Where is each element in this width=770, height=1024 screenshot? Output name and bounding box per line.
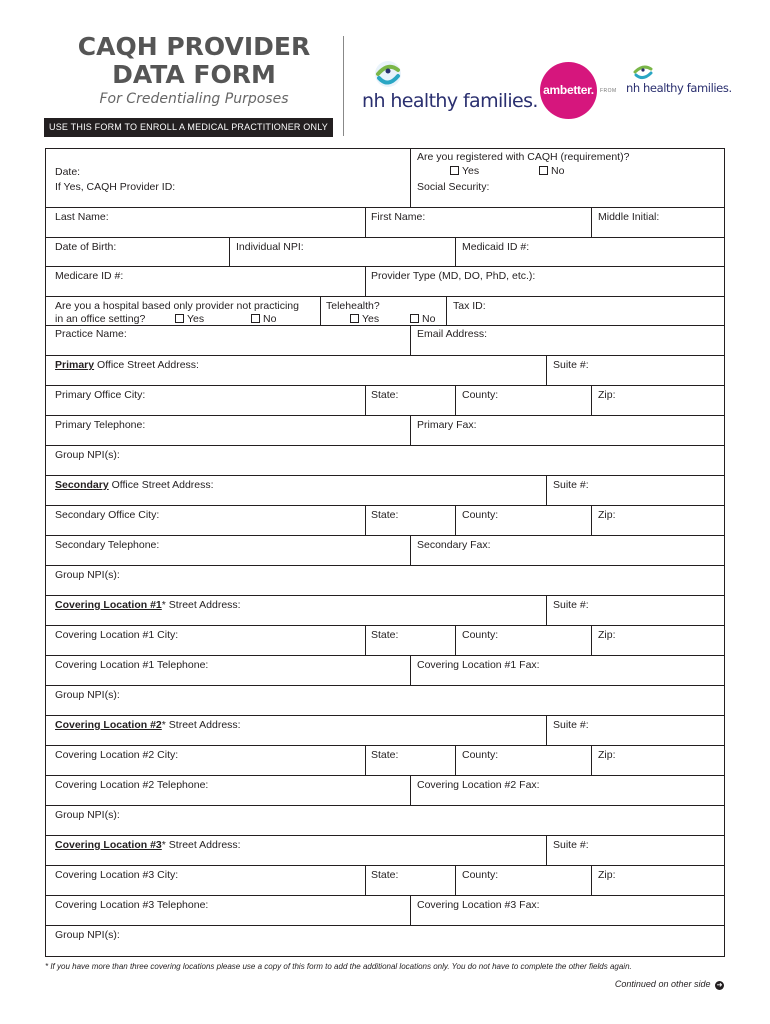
cov1-city-field[interactable]: Covering Location #1 City:	[55, 629, 179, 641]
primary-city-field[interactable]: Primary Office City:	[55, 389, 146, 401]
secondary-telephone-field[interactable]: Secondary Telephone:	[55, 539, 160, 551]
cov1-fax-field[interactable]: Covering Location #1 Fax:	[417, 659, 540, 671]
hospital-yes-option[interactable]	[175, 313, 204, 325]
checkbox-icon[interactable]	[175, 314, 184, 323]
divider	[45, 925, 725, 926]
hospital-based-question: Are you a hospital based only provider not practicing	[55, 300, 299, 312]
cov1-county-field[interactable]: County:	[462, 629, 499, 641]
checkbox-icon[interactable]	[350, 314, 359, 323]
section-heading: Covering Location #3	[55, 839, 162, 851]
cov1-zip-field[interactable]: Zip:	[598, 629, 616, 641]
divider	[45, 505, 725, 506]
middle-initial-field[interactable]: Middle Initial:	[598, 211, 660, 223]
cov3-suite-field[interactable]: Suite #:	[553, 839, 589, 851]
cov3-fax-field[interactable]: Covering Location #3 Fax:	[417, 899, 540, 911]
divider	[591, 207, 592, 237]
cov2-zip-field[interactable]: Zip:	[598, 749, 616, 761]
divider	[45, 237, 725, 238]
cov2-suite-field[interactable]: Suite #:	[553, 719, 589, 731]
cov3-county-field[interactable]: County:	[462, 869, 499, 881]
divider	[546, 715, 547, 745]
divider	[45, 535, 725, 536]
cov3-state-field[interactable]: State:	[371, 869, 399, 881]
first-name-field[interactable]: First Name:	[371, 211, 426, 223]
divider	[365, 625, 366, 655]
divider	[591, 745, 592, 775]
primary-fax-field[interactable]: Primary Fax:	[417, 419, 477, 431]
divider	[365, 207, 366, 237]
divider	[455, 625, 456, 655]
telehealth-no-option[interactable]	[410, 313, 435, 325]
divider	[546, 595, 547, 625]
divider	[365, 505, 366, 535]
street-address-label: * Street Address:	[161, 719, 241, 731]
divider	[320, 296, 321, 325]
divider	[591, 385, 592, 415]
telehealth-question: Telehealth?	[326, 300, 380, 312]
primary-group-npi-field[interactable]: Group NPI(s):	[55, 449, 120, 461]
cov2-county-field[interactable]: County:	[462, 749, 499, 761]
continued-on-other-side	[615, 979, 724, 990]
arrow-right-circle-icon: ➜	[716, 982, 723, 989]
section-heading: Covering Location #1	[55, 599, 162, 611]
divider	[455, 505, 456, 535]
social-security-field[interactable]: Social Security:	[417, 181, 490, 193]
divider	[446, 296, 447, 325]
hospital-no-option[interactable]	[251, 313, 276, 325]
divider	[410, 148, 411, 207]
divider	[455, 745, 456, 775]
divider	[45, 415, 725, 416]
divider	[45, 595, 725, 596]
divider	[45, 835, 725, 836]
street-address-label: Office Street Address:	[108, 479, 214, 491]
street-address-label: * Street Address:	[161, 599, 241, 611]
yes-label: Yes	[462, 165, 480, 177]
nh-small-logo-text: nh healthy families.	[626, 81, 732, 95]
secondary-zip-field[interactable]: Zip:	[598, 509, 616, 521]
primary-zip-field[interactable]: Zip:	[598, 389, 616, 401]
no-label: No	[551, 165, 565, 177]
individual-npi-field[interactable]: Individual NPI:	[236, 241, 304, 253]
secondary-street-address-field[interactable]	[55, 479, 214, 491]
divider	[455, 237, 456, 266]
cov2-street-address-field[interactable]	[55, 719, 241, 731]
section-heading: Secondary	[55, 479, 109, 491]
checkbox-icon[interactable]	[410, 314, 419, 323]
primary-state-field[interactable]: State:	[371, 389, 399, 401]
primary-telephone-field[interactable]: Primary Telephone:	[55, 419, 146, 431]
divider	[45, 685, 725, 686]
provider-type-field[interactable]: Provider Type (MD, DO, PhD, etc.):	[371, 270, 536, 282]
divider	[546, 475, 547, 505]
yes-label: Yes	[362, 313, 380, 325]
primary-county-field[interactable]: County:	[462, 389, 499, 401]
divider	[45, 865, 725, 866]
checkbox-icon[interactable]	[251, 314, 260, 323]
divider	[410, 325, 411, 355]
cov2-state-field[interactable]: State:	[371, 749, 399, 761]
footer-note: * If you have more than three covering locations please use a copy of this form to add the additional locations only. You do not have to complete the other fields again.	[45, 962, 632, 971]
cov1-state-field[interactable]: State:	[371, 629, 399, 641]
practice-name-field[interactable]: Practice Name:	[55, 328, 127, 340]
divider	[45, 715, 725, 716]
medicaid-id-field[interactable]: Medicaid ID #:	[462, 241, 530, 253]
divider	[229, 237, 230, 266]
cov1-suite-field[interactable]: Suite #:	[553, 599, 589, 611]
email-address-field[interactable]: Email Address:	[417, 328, 488, 340]
cov3-telephone-field[interactable]: Covering Location #3 Telephone:	[55, 899, 209, 911]
cov3-street-address-field[interactable]	[55, 839, 241, 851]
primary-suite-field[interactable]: Suite #:	[553, 359, 589, 371]
divider	[45, 355, 725, 356]
secondary-city-field[interactable]: Secondary Office City:	[55, 509, 160, 521]
cov2-group-npi-field[interactable]: Group NPI(s):	[55, 809, 120, 821]
divider	[45, 745, 725, 746]
secondary-fax-field[interactable]: Secondary Fax:	[417, 539, 491, 551]
secondary-group-npi-field[interactable]: Group NPI(s):	[55, 569, 120, 581]
last-name-field[interactable]: Last Name:	[55, 211, 109, 223]
divider	[410, 415, 411, 445]
divider	[45, 805, 725, 806]
nh-logo-text: nh healthy families.	[362, 90, 538, 112]
divider	[45, 775, 725, 776]
divider	[591, 625, 592, 655]
no-label: No	[263, 313, 277, 325]
telehealth-yes-option[interactable]	[350, 313, 379, 325]
divider	[45, 655, 725, 656]
checkbox-icon[interactable]	[539, 166, 548, 175]
divider	[45, 565, 725, 566]
divider	[365, 745, 366, 775]
continued-label: Continued on other side	[614, 979, 711, 989]
cov3-group-npi-field[interactable]: Group NPI(s):	[55, 929, 120, 941]
divider	[455, 385, 456, 415]
cov3-city-field[interactable]: Covering Location #3 City:	[55, 869, 179, 881]
instruction-banner: USE THIS FORM TO ENROLL A MEDICAL PRACTITIONER ONLY	[44, 118, 333, 137]
divider	[45, 207, 725, 208]
divider	[410, 895, 411, 925]
divider	[45, 266, 725, 267]
divider	[45, 895, 725, 896]
section-heading: Primary	[55, 359, 95, 371]
street-address-label: Office Street Address:	[94, 359, 199, 371]
divider	[45, 625, 725, 626]
caqh-registered-question: Are you registered with CAQH (requirement)?	[417, 151, 630, 163]
form-subtitle: For Credentialing Purposes	[99, 91, 289, 107]
divider	[410, 655, 411, 685]
cov2-city-field[interactable]: Covering Location #2 City:	[55, 749, 179, 761]
divider	[45, 385, 725, 386]
divider	[546, 355, 547, 385]
cov2-telephone-field[interactable]: Covering Location #2 Telephone:	[55, 779, 209, 791]
divider	[455, 865, 456, 895]
divider	[365, 865, 366, 895]
divider	[410, 775, 411, 805]
medicare-id-field[interactable]: Medicare ID #:	[55, 270, 124, 282]
divider	[365, 266, 366, 296]
hospital-based-question-cont: in an office setting?	[55, 313, 146, 325]
divider	[410, 535, 411, 565]
divider	[365, 385, 366, 415]
divider	[591, 505, 592, 535]
cov2-fax-field[interactable]: Covering Location #2 Fax:	[417, 779, 540, 791]
cov1-group-npi-field[interactable]: Group NPI(s):	[55, 689, 120, 701]
title-line-2: DATA FORM	[112, 60, 276, 89]
divider	[591, 865, 592, 895]
ambetter-logo: ambetter.	[540, 62, 597, 119]
title-line-1: CAQH PROVIDER	[77, 32, 311, 61]
divider	[45, 325, 410, 326]
secondary-suite-field[interactable]: Suite #:	[553, 479, 589, 491]
yes-label: Yes	[187, 313, 205, 325]
caqh-provider-id-field[interactable]: If Yes, CAQH Provider ID:	[55, 181, 176, 193]
tax-id-field[interactable]: Tax ID:	[453, 300, 486, 312]
divider	[45, 475, 725, 476]
cov1-telephone-field[interactable]: Covering Location #1 Telephone:	[55, 659, 209, 671]
caqh-yes-option[interactable]	[450, 165, 479, 177]
divider	[45, 296, 725, 297]
divider	[546, 835, 547, 865]
caqh-no-option[interactable]	[539, 165, 564, 177]
divider	[410, 325, 725, 326]
primary-street-address-field[interactable]	[55, 359, 199, 371]
secondary-county-field[interactable]: County:	[462, 509, 499, 521]
logo-from-text: FROM	[600, 88, 617, 94]
cov3-zip-field[interactable]: Zip:	[598, 869, 616, 881]
cov1-street-address-field[interactable]	[55, 599, 241, 611]
checkbox-icon[interactable]	[450, 166, 459, 175]
secondary-state-field[interactable]: State:	[371, 509, 399, 521]
divider	[45, 445, 725, 446]
section-heading: Covering Location #2	[55, 719, 162, 731]
street-address-label: * Street Address:	[161, 839, 241, 851]
date-field[interactable]: Date:	[55, 166, 81, 178]
no-label: No	[422, 313, 436, 325]
date-of-birth-field[interactable]: Date of Birth:	[55, 241, 117, 253]
